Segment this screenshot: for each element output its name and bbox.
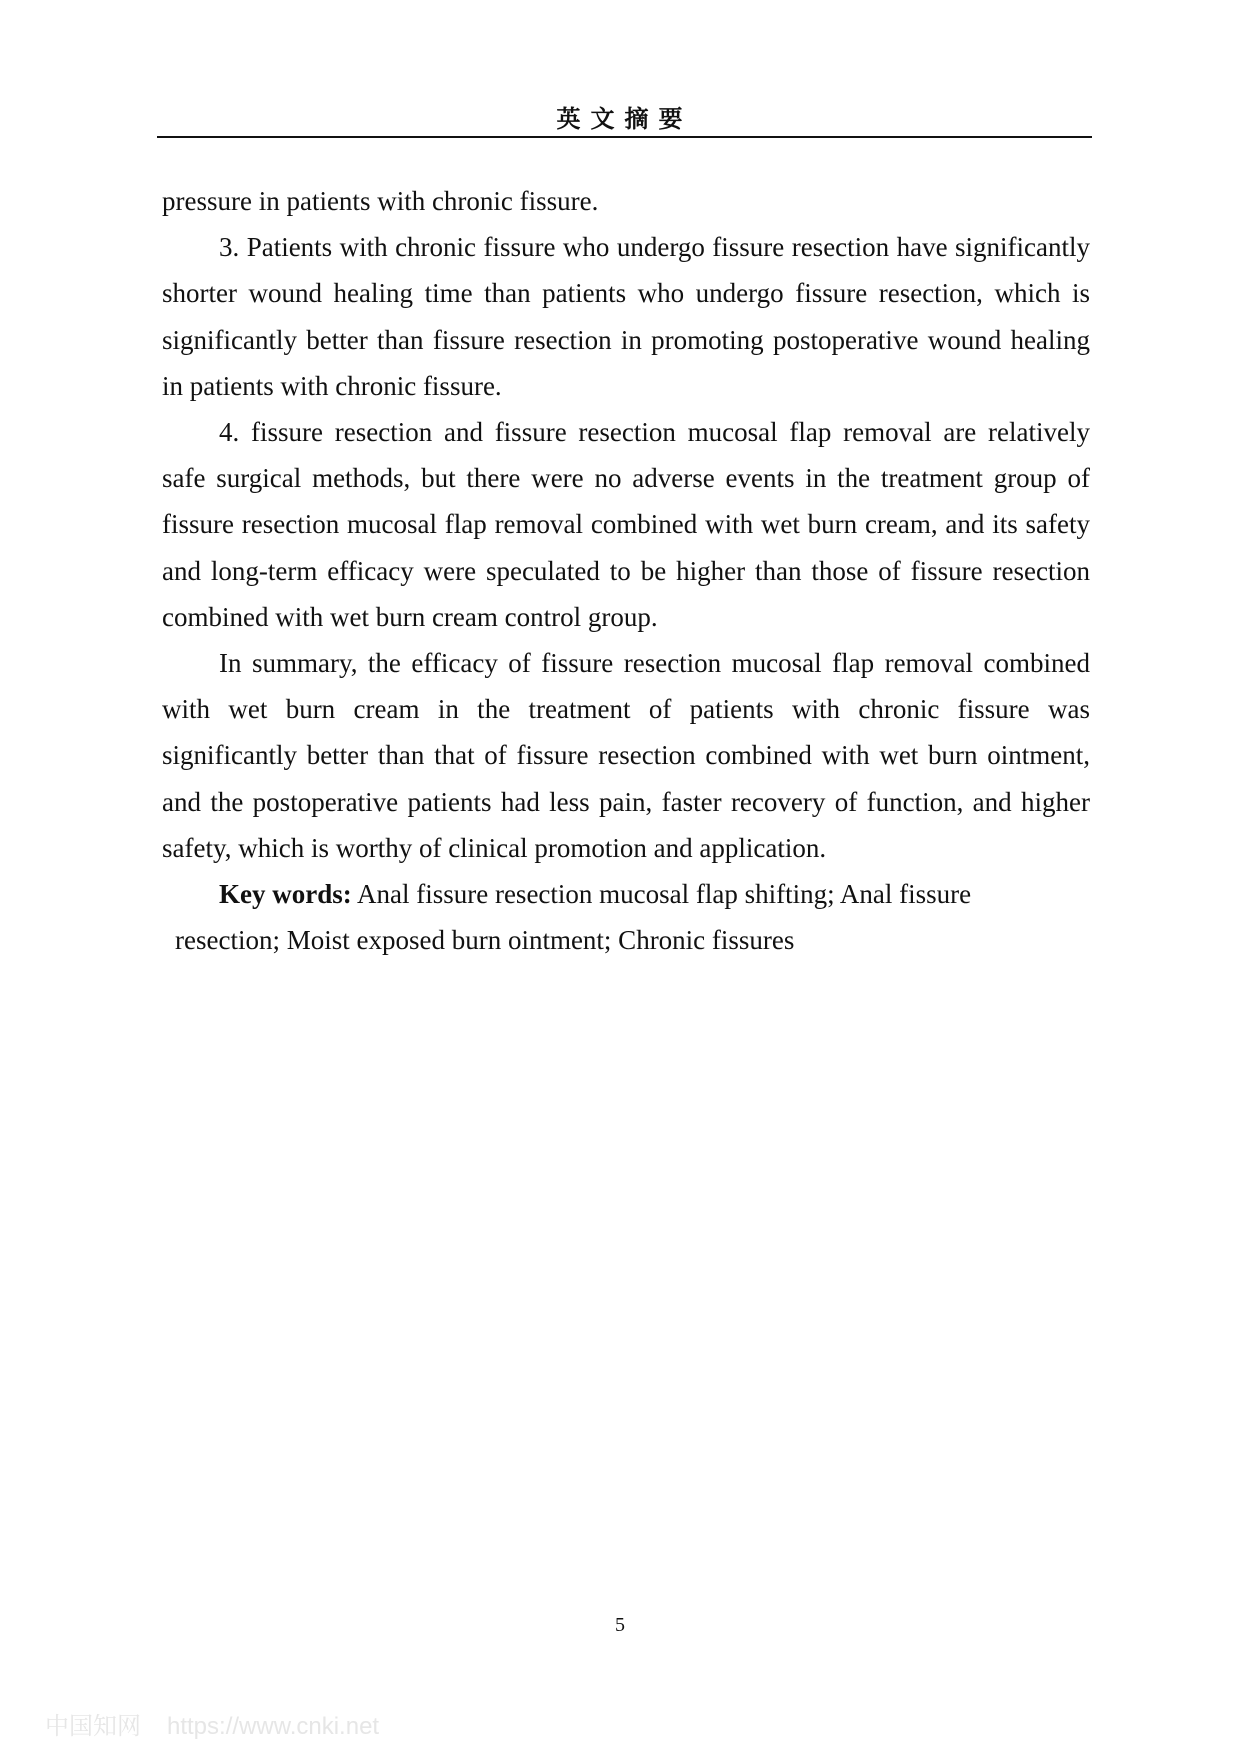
paragraph-point-3: 3. Patients with chronic fissure who undergo fissure resection have significantly shorter wound healing time than patients who undergo fissure resection, which is significantly better than fissure resection in promoting postoperative wound healing in patients with chronic fissure. [162,232,1090,401]
page-number: 5 [615,1614,625,1636]
page-header-title: 英文摘要 [556,104,693,133]
keywords-label: Key words: [219,879,352,910]
cnki-watermark [45,1706,379,1741]
keywords-line [162,871,1090,917]
paragraph-point-4: 4. fissure resection and fissure resection mucosal flap removal are relatively safe surgical methods, but there were no adverse events in the treatment group of fissure resection mucosal flap removal combined with wet burn cream, and its safety and long-term efficacy were speculated to be higher than those of fissure resection combined with wet burn cream control group. [162,417,1090,632]
paragraph-continuation: pressure in patients with chronic fissure. [162,186,599,216]
cnki-logo-text: 中国知网 [45,1713,141,1740]
paragraph-summary: In summary, the efficacy of fissure resection mucosal flap removal combined with wet burn cream in the treatment of patients with chronic fissure was significantly better than that of fissure resection combined with wet burn ointment, and the postoperative patients had less pain, faster recovery of function, and higher safety, which is worthy of clinical promotion and application. [162,648,1090,863]
keywords-text: Anal fissure resection mucosal flap shifting; Anal fissure [351,879,972,910]
cnki-url: https://www.cnki.net [167,1713,380,1740]
header-rule [157,136,1092,138]
keywords-continuation: resection; Moist exposed burn ointment; Chronic fissures [175,925,795,956]
abstract-body [162,178,1090,963]
